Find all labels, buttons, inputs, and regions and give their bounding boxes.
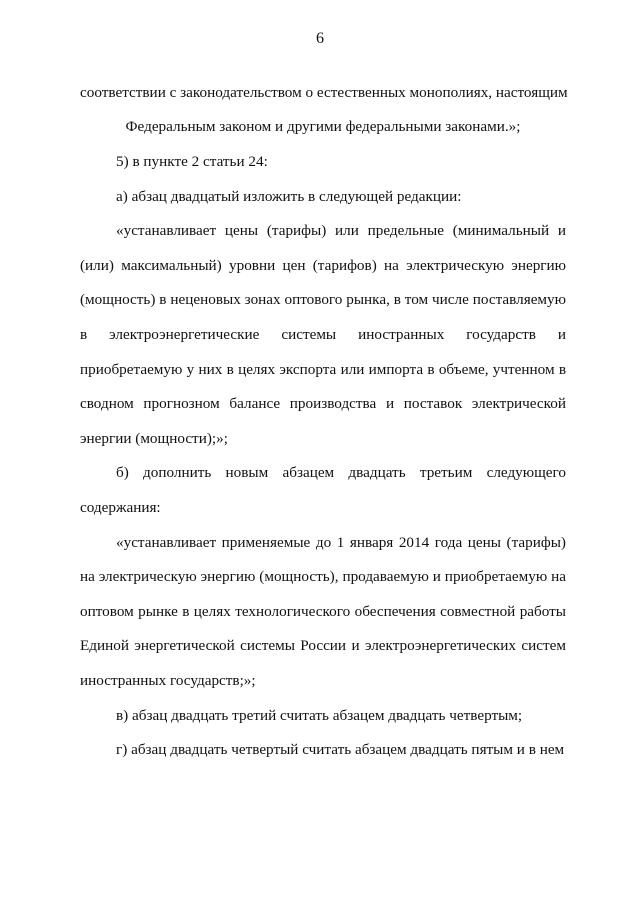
text-line: в электроэнергетические системы иностранных государств и [80,326,566,343]
text-line: (мощность) в неценовых зонах оптового рынка, в том числе поставляемую [80,291,566,308]
text-line: приобретаемую у них в целях экспорта или импорта в объеме, учтенном в [80,361,566,378]
text-line: «устанавливает применяемые до 1 января 2014 года цены (тарифы) [116,534,566,551]
text-line: г) абзац двадцать четвертый считать абзацем двадцать пятым и в нем [116,741,565,758]
text-line: б) дополнить новым абзацем двадцать третьим следующего [116,464,566,481]
text-line: 5) в пункте 2 статьи 24: [116,153,268,170]
text-line: оптовом рынке в целях технологического обеспечения совместной работы [80,603,566,620]
text-line: (или) максимальный) уровни цен (тарифов) на электрическую энергию [80,257,566,274]
text-line: иностранных государств;»; [80,672,256,689]
text-line: соответствии с законодательством о естественных монополиях, настоящим [80,84,568,101]
text-line: Федеральным законом и другими федеральными законами.»; [125,118,521,135]
text-line: сводном прогнозном балансе производства и поставок электрической [80,395,566,412]
text-line: на электрическую энергию (мощность), продаваемую и приобретаемую на [80,568,566,585]
text-line: энергии (мощности);»; [80,430,228,447]
text-line: Единой энергетической системы России и электроэнергетических систем [80,637,566,654]
text-line: содержания: [80,499,161,516]
page-number: 6 [316,30,324,47]
text-line: «устанавливает цены (тарифы) или предельные (минимальный и [116,222,566,239]
text-line: а) абзац двадцатый изложить в следующей редакции: [116,188,462,205]
text-line: в) абзац двадцать третий считать абзацем двадцать четвертым; [116,707,523,724]
